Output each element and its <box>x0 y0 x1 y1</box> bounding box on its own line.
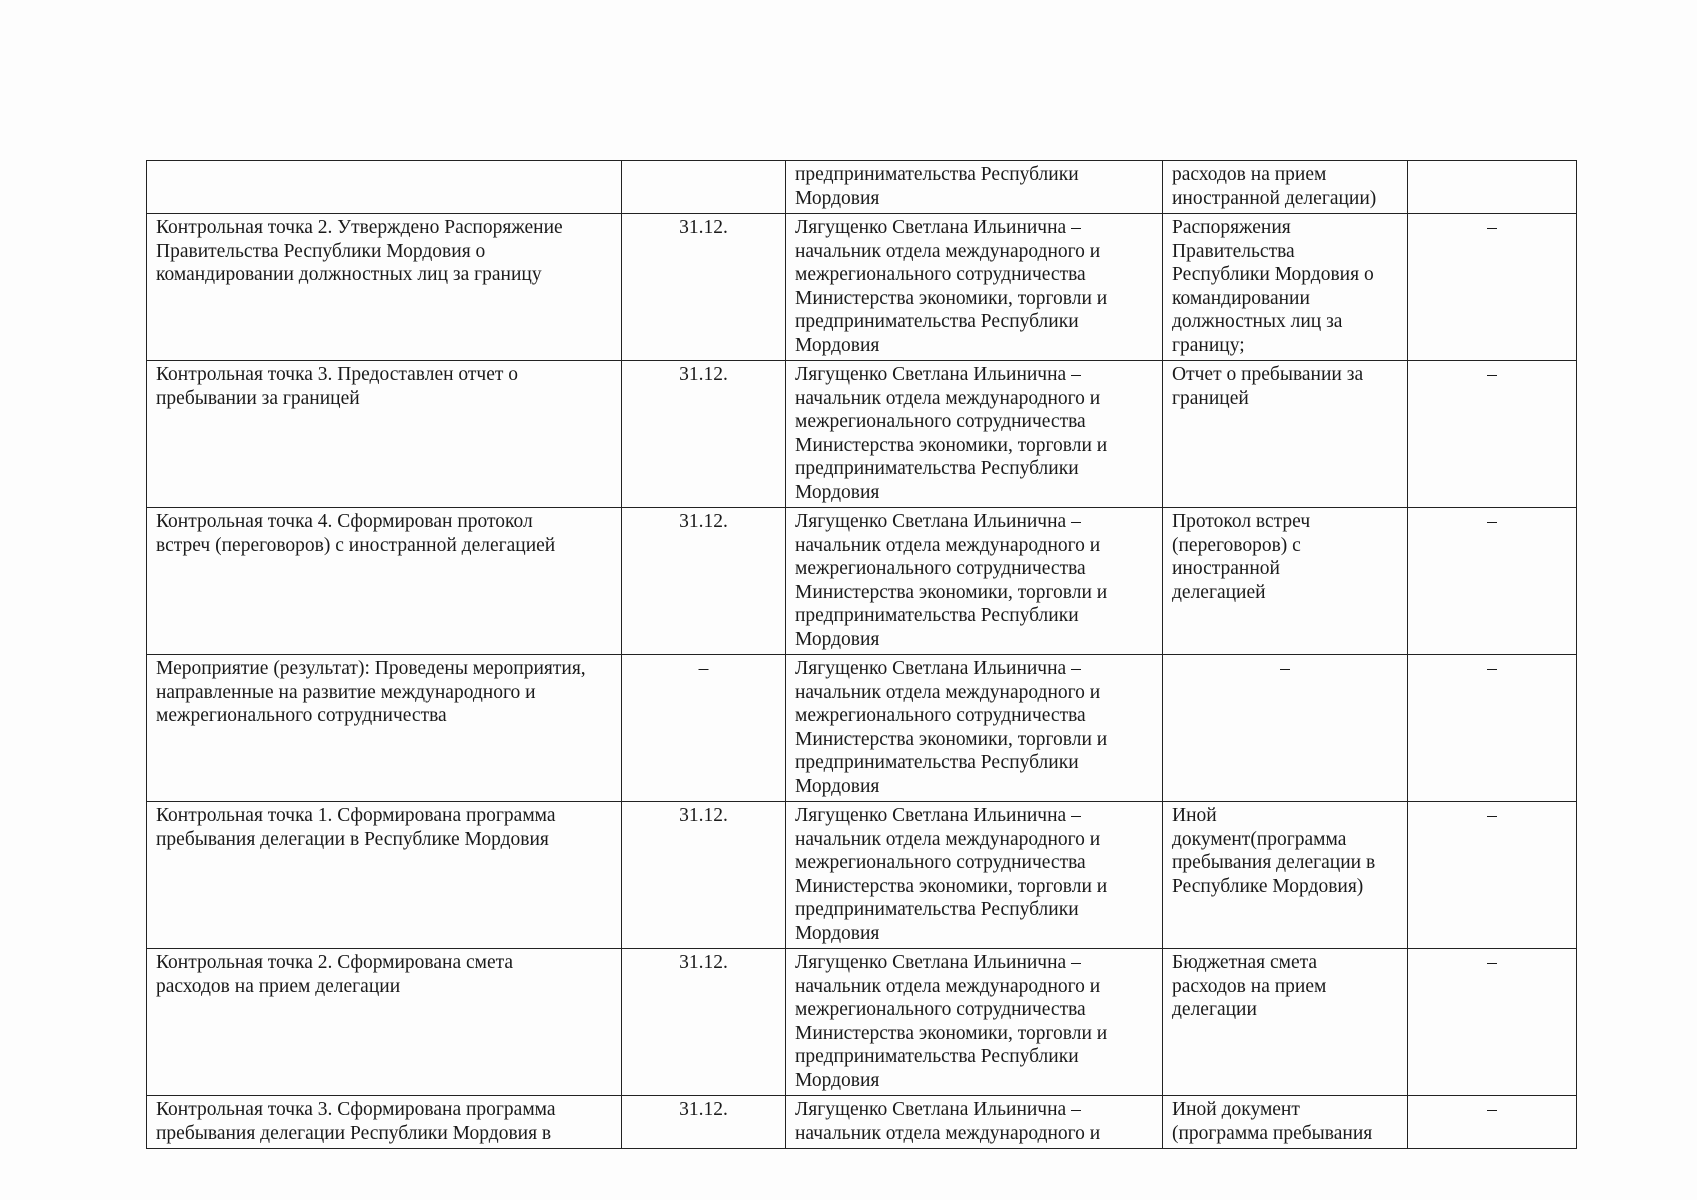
table-row <box>147 214 1577 361</box>
document-cell: Бюджетная смета расходов на прием делегации <box>1163 949 1408 1096</box>
note-cell: – <box>1408 508 1577 655</box>
document-cell: расходов на прием иностранной делегации) <box>1163 161 1408 214</box>
table-row <box>147 161 1577 214</box>
table-row <box>147 949 1577 1096</box>
responsible-cell: Лягущенко Светлана Ильинична – начальник отдела международного и <box>786 1096 1163 1149</box>
table-row <box>147 508 1577 655</box>
date-cell: 31.12. <box>622 802 786 949</box>
responsible-cell: Лягущенко Светлана Ильинична – начальник отдела международного и межрегионального сотрудничества Министерства экономики, торговли и предпринимательства Республики Мордовия <box>786 508 1163 655</box>
table-row <box>147 361 1577 508</box>
table-row <box>147 802 1577 949</box>
date-cell: 31.12. <box>622 949 786 1096</box>
event-cell: Контрольная точка 3. Сформирована программа пребывания делегации Республики Мордовия в <box>147 1096 622 1149</box>
responsible-cell: Лягущенко Светлана Ильинична – начальник отдела международного и межрегионального сотрудничества Министерства экономики, торговли и предпринимательства Республики Мордовия <box>786 949 1163 1096</box>
document-cell: Протокол встреч (переговоров) с иностранной делегацией <box>1163 508 1408 655</box>
event-cell <box>147 161 622 214</box>
event-cell: Контрольная точка 4. Сформирован протокол встреч (переговоров) с иностранной делегацией <box>147 508 622 655</box>
document-cell: Распоряжения Правительства Республики Мордовия о командировании должностных лиц за границу; <box>1163 214 1408 361</box>
date-cell: – <box>622 655 786 802</box>
responsible-cell: предпринимательства Республики Мордовия <box>786 161 1163 214</box>
responsible-cell: Лягущенко Светлана Ильинична – начальник отдела международного и межрегионального сотрудничества Министерства экономики, торговли и предпринимательства Республики Мордовия <box>786 655 1163 802</box>
date-cell: 31.12. <box>622 214 786 361</box>
plan-table <box>146 160 1577 1149</box>
event-cell: Контрольная точка 1. Сформирована программа пребывания делегации в Республике Мордовия <box>147 802 622 949</box>
note-cell: – <box>1408 214 1577 361</box>
table-row <box>147 1096 1577 1149</box>
document-cell: – <box>1163 655 1408 802</box>
document-cell: Иной документ (программа пребывания <box>1163 1096 1408 1149</box>
note-cell: – <box>1408 655 1577 802</box>
date-cell <box>622 161 786 214</box>
event-cell: Контрольная точка 2. Сформирована смета расходов на прием делегации <box>147 949 622 1096</box>
event-cell: Контрольная точка 2. Утверждено Распоряжение Правительства Республики Мордовия о командировании должностных лиц за границу <box>147 214 622 361</box>
note-cell: – <box>1408 802 1577 949</box>
document-cell: Отчет о пребывании за границей <box>1163 361 1408 508</box>
note-cell: – <box>1408 949 1577 1096</box>
responsible-cell: Лягущенко Светлана Ильинична – начальник отдела международного и межрегионального сотрудничества Министерства экономики, торговли и предпринимательства Республики Мордовия <box>786 214 1163 361</box>
date-cell: 31.12. <box>622 361 786 508</box>
table-row <box>147 655 1577 802</box>
event-cell: Мероприятие (результат): Проведены мероприятия, направленные на развитие международного и межрегионального сотрудничества <box>147 655 622 802</box>
note-cell <box>1408 161 1577 214</box>
note-cell: – <box>1408 1096 1577 1149</box>
date-cell: 31.12. <box>622 508 786 655</box>
date-cell: 31.12. <box>622 1096 786 1149</box>
responsible-cell: Лягущенко Светлана Ильинична – начальник отдела международного и межрегионального сотрудничества Министерства экономики, торговли и предпринимательства Республики Мордовия <box>786 802 1163 949</box>
event-cell: Контрольная точка 3. Предоставлен отчет о пребывании за границей <box>147 361 622 508</box>
responsible-cell: Лягущенко Светлана Ильинична – начальник отдела международного и межрегионального сотрудничества Министерства экономики, торговли и предпринимательства Республики Мордовия <box>786 361 1163 508</box>
document-cell: Иной документ(программа пребывания делегации в Республике Мордовия) <box>1163 802 1408 949</box>
note-cell: – <box>1408 361 1577 508</box>
